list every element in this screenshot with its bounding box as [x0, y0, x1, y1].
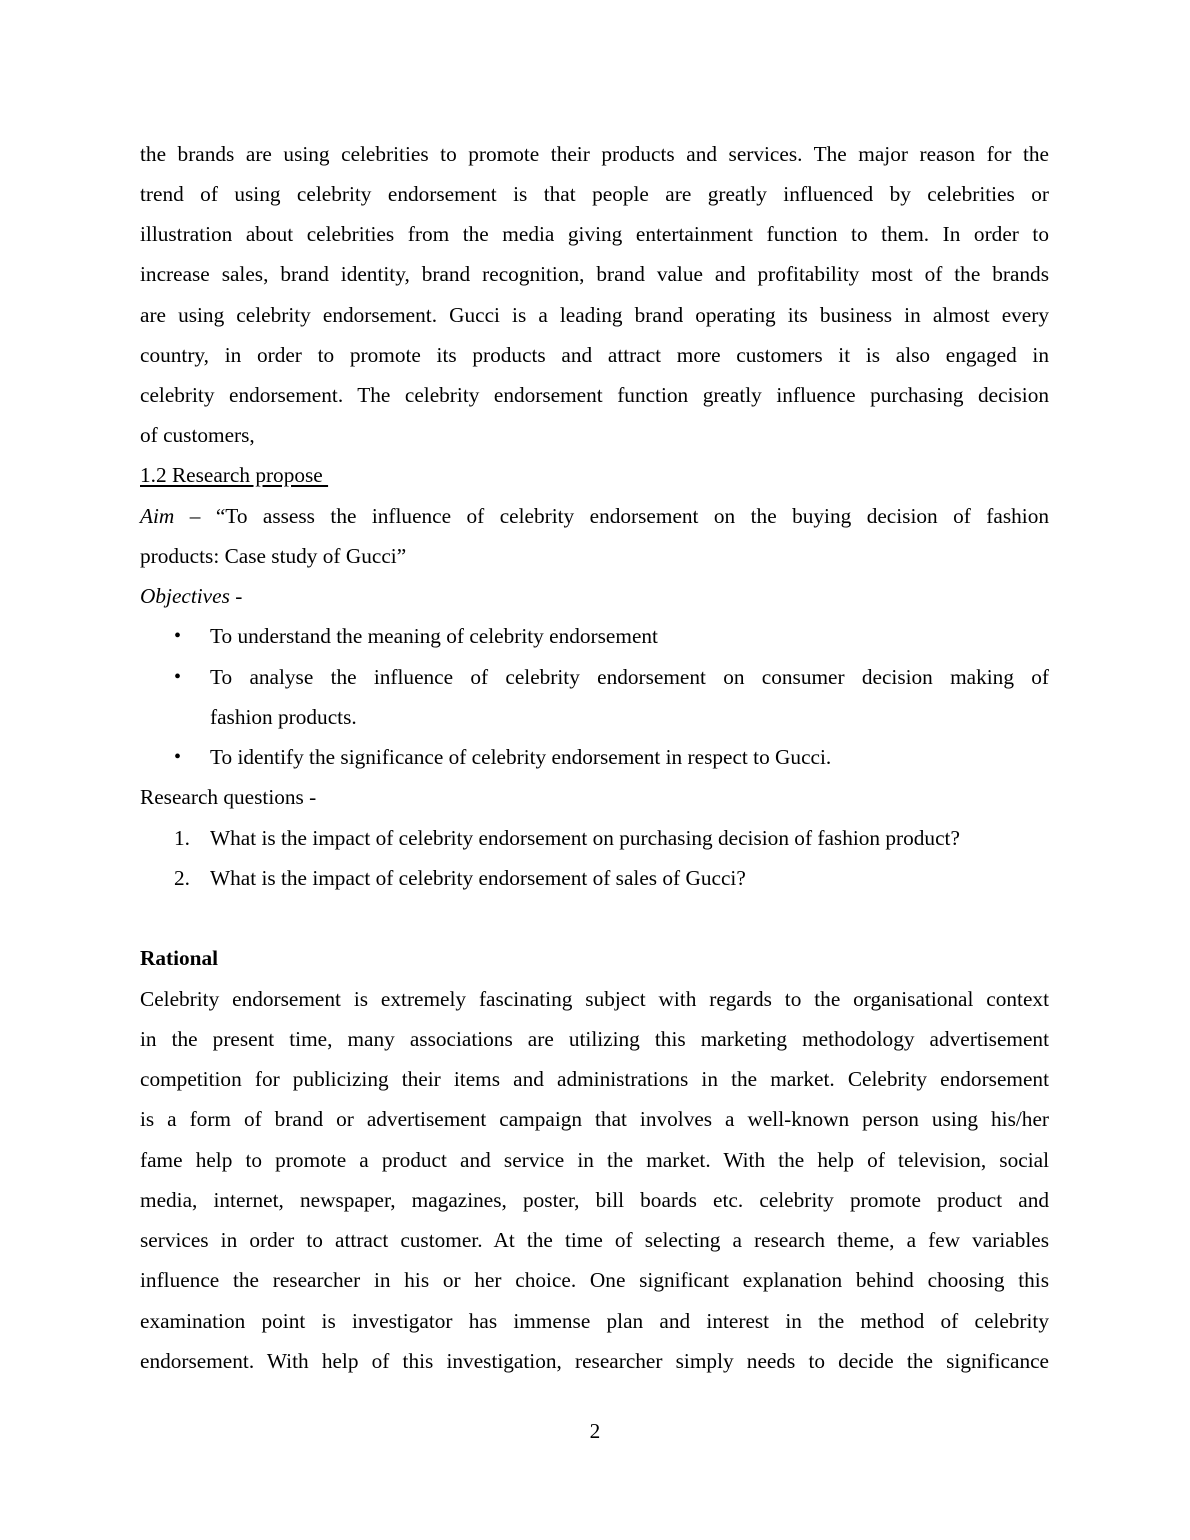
- paragraph-line: trend of using celebrity endorsement is that people are greatly influenced by celebrities or: [140, 182, 1049, 206]
- paragraph-line: are using celebrity endorsement. Gucci is a leading brand operating its business in almost every: [140, 303, 1049, 327]
- paragraph-line: in the present time, many associations are utilizing this marketing methodology advertisement: [140, 1027, 1049, 1051]
- aim-text: – “To assess the influence of celebrity endorsement on the buying decision of fashion: [174, 504, 1049, 528]
- bullet-icon: •: [174, 666, 182, 688]
- paragraph-line: is a form of brand or advertisement campaign that involves a well-known person using his/her: [140, 1107, 1049, 1131]
- aim-line-2: products: Case study of Gucci”: [140, 544, 407, 568]
- objective-item-continuation: fashion products.: [210, 705, 357, 729]
- section-heading: [140, 460, 1049, 490]
- question-item: What is the impact of celebrity endorsement on purchasing decision of fashion product?: [210, 826, 960, 850]
- objectives-label: Objectives: [140, 584, 230, 608]
- paragraph-line: illustration about celebrities from the media giving entertainment function to them. In order to: [140, 222, 1049, 246]
- objective-item: To understand the meaning of celebrity endorsement: [210, 624, 658, 648]
- objective-item: To identify the significance of celebrity endorsement in respect to Gucci.: [210, 745, 832, 769]
- question-item: What is the impact of celebrity endorsement of sales of Gucci?: [210, 866, 746, 890]
- paragraph-line: increase sales, brand identity, brand recognition, brand value and profitability most of the brands: [140, 262, 1049, 286]
- research-questions-heading: Research questions -: [140, 785, 317, 809]
- paragraph-line: media, internet, newspaper, magazines, poster, bill boards etc. celebrity promote product and: [140, 1188, 1049, 1212]
- aim-label: Aim: [140, 504, 175, 528]
- rational-heading: Rational: [140, 946, 219, 970]
- objectives-suffix: -: [229, 584, 243, 608]
- paragraph-line: influence the researcher in his or her choice. One significant explanation behind choosing this: [140, 1268, 1049, 1292]
- objective-item: To analyse the influence of celebrity endorsement on consumer decision making of: [210, 665, 1049, 689]
- objectives-heading: [140, 581, 1049, 611]
- paragraph-line: endorsement. With help of this investigation, researcher simply needs to decide the significance: [140, 1349, 1049, 1373]
- paragraph-line: the brands are using celebrities to promote their products and services. The major reason for the: [140, 142, 1049, 166]
- aim-line: [140, 501, 1049, 531]
- paragraph-line: examination point is investigator has immense plan and interest in the method of celebrity: [140, 1309, 1049, 1333]
- section-heading-text: 1.2 Research propose: [140, 463, 329, 487]
- paragraph-line: services in order to attract customer. At the time of selecting a research theme, a few variables: [140, 1228, 1049, 1252]
- question-number: 2.: [174, 866, 190, 890]
- paragraph-line: competition for publicizing their items and administrations in the market. Celebrity endorsement: [140, 1067, 1049, 1091]
- paragraph-line: fame help to promote a product and service in the market. With the help of television, social: [140, 1148, 1049, 1172]
- paragraph-line: Celebrity endorsement is extremely fascinating subject with regards to the organisational context: [140, 987, 1049, 1011]
- paragraph-line: country, in order to promote its products and attract more customers it is also engaged in: [140, 343, 1049, 367]
- bullet-icon: •: [174, 625, 182, 647]
- page-number: 2: [589, 1419, 601, 1443]
- paragraph-line: celebrity endorsement. The celebrity endorsement function greatly influence purchasing decision: [140, 383, 1049, 407]
- paragraph-line: of customers,: [140, 423, 255, 447]
- bullet-icon: •: [174, 746, 182, 768]
- question-number: 1.: [174, 826, 190, 850]
